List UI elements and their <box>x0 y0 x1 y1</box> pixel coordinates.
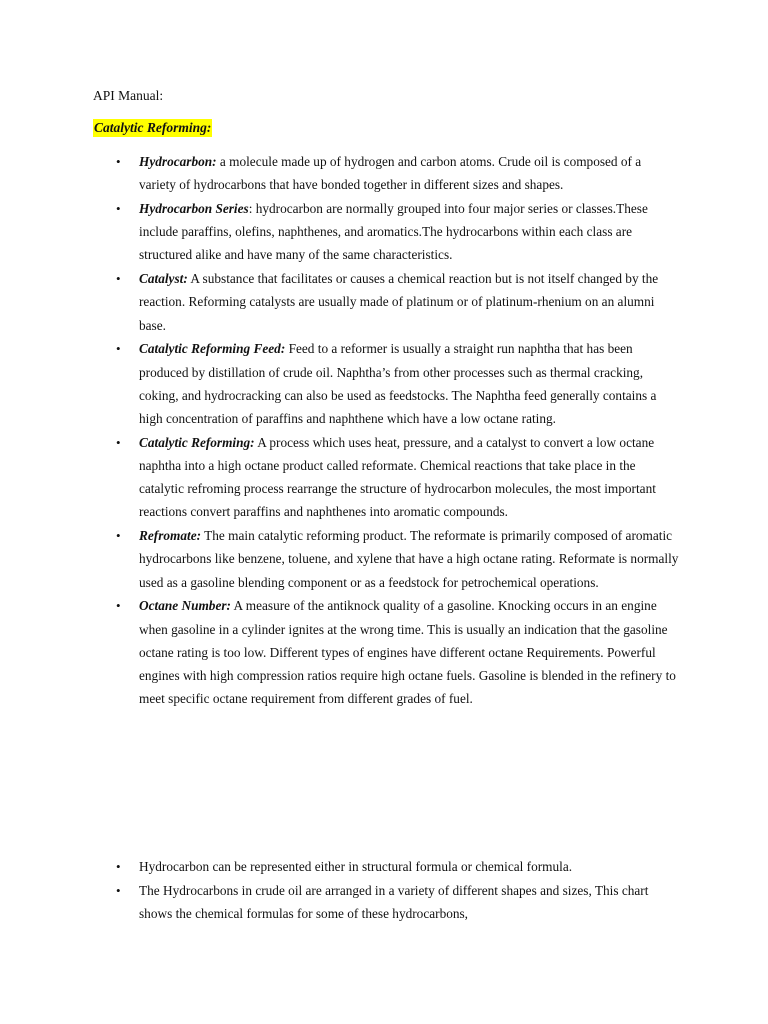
note-text: Hydrocarbon can be represented either in structural formula or chemical formula. <box>139 859 573 874</box>
definition-term: Octane Number: <box>139 598 231 614</box>
definition-text: A process which uses heat, pressure, and a catalyst to convert a low octane naphtha into a high octane product called reformate. Chemical reactions that take place in the catalytic refroming process rearrange the structure of hydrocarbon molecules, the most important reactions convert paraffins and naphthenes into aromatic compounds. <box>139 434 656 520</box>
bullet-icon: • <box>116 341 121 357</box>
list-item <box>116 594 679 710</box>
definition-text: Feed to a reformer is usually a straight run naphtha that has been produced by distillation of crude oil. Naphtha’s from other processes such as thermal cracking, coking, and hydrocracking can also be used as feedstocks. The Naphtha feed generally contains a high concentration of paraffins and naphthene which have a low octane rating. <box>139 341 657 427</box>
list-item <box>116 267 679 337</box>
bullet-icon: • <box>116 271 121 287</box>
definition-text: A substance that facilitates or causes a chemical reaction but is not itself changed by the reaction. Reforming catalysts are usually made of platinum or of platinum-rhenium on an alumni base. <box>139 271 659 333</box>
document-title: API Manual: <box>93 88 164 103</box>
definition-term: Catalyst: <box>139 271 188 287</box>
bullet-icon: • <box>116 882 121 898</box>
definition-term: Catalytic Reforming: <box>139 434 255 450</box>
definition-term: Catalytic Reforming Feed: <box>139 341 286 357</box>
list-item <box>116 150 679 196</box>
section-heading: Catalytic Reforming: <box>94 120 212 135</box>
note-text: The Hydrocarbons in crude oil are arranged in a variety of different shapes and sizes, This chart shows the chemical formulas for some of these hydrocarbons, <box>139 882 649 921</box>
bullet-icon: • <box>116 598 121 614</box>
definition-term: Hydrocarbon Series <box>139 201 249 216</box>
list-item <box>116 197 679 267</box>
list-item <box>116 879 679 925</box>
definition-text: A measure of the antiknock quality of a gasoline. Knocking occurs in an engine when gasoline in a cylinder ignites at the wrong time. This is usually an indication that the gasoline octane rating is too low. Different types of engines have different octane Requirements. Powerful engines with high compression ratios require high octane fuels. Gasoline is blended in the refinery to meet specific octane requirement from different grades of fuel. <box>139 598 676 707</box>
definition-list <box>116 150 679 711</box>
definition-text: a molecule made up of hydrogen and carbon atoms. Crude oil is composed of a variety of hydrocarbons that have bonded together in different sizes and shapes. <box>139 154 642 193</box>
notes-list <box>116 855 679 926</box>
definition-term: Hydrocarbon: <box>139 154 217 169</box>
list-item <box>116 431 679 524</box>
definition-text: The main catalytic reforming product. The reformate is primarily composed of aromatic hydrocarbons like benzene, toluene, and xylene that have a high octane rating. Reformate is normally used as a gasoline blending component or as a feedstock for petrochemical operations. <box>139 528 679 590</box>
bullet-icon: • <box>116 528 121 544</box>
bullet-icon: • <box>116 859 121 874</box>
list-item <box>116 855 679 878</box>
bullet-icon: • <box>116 201 121 216</box>
definition-text: : hydrocarbon are normally grouped into four major series or classes.These include paraffins, olefins, naphthenes, and aromatics.The hydrocarbons within each class are structured alike and have many of the same characteristics. <box>139 201 648 263</box>
bullet-icon: • <box>116 154 121 169</box>
definition-term: Refromate: <box>139 528 202 544</box>
list-item <box>116 524 679 594</box>
list-item <box>116 337 679 430</box>
bullet-icon: • <box>116 434 121 450</box>
